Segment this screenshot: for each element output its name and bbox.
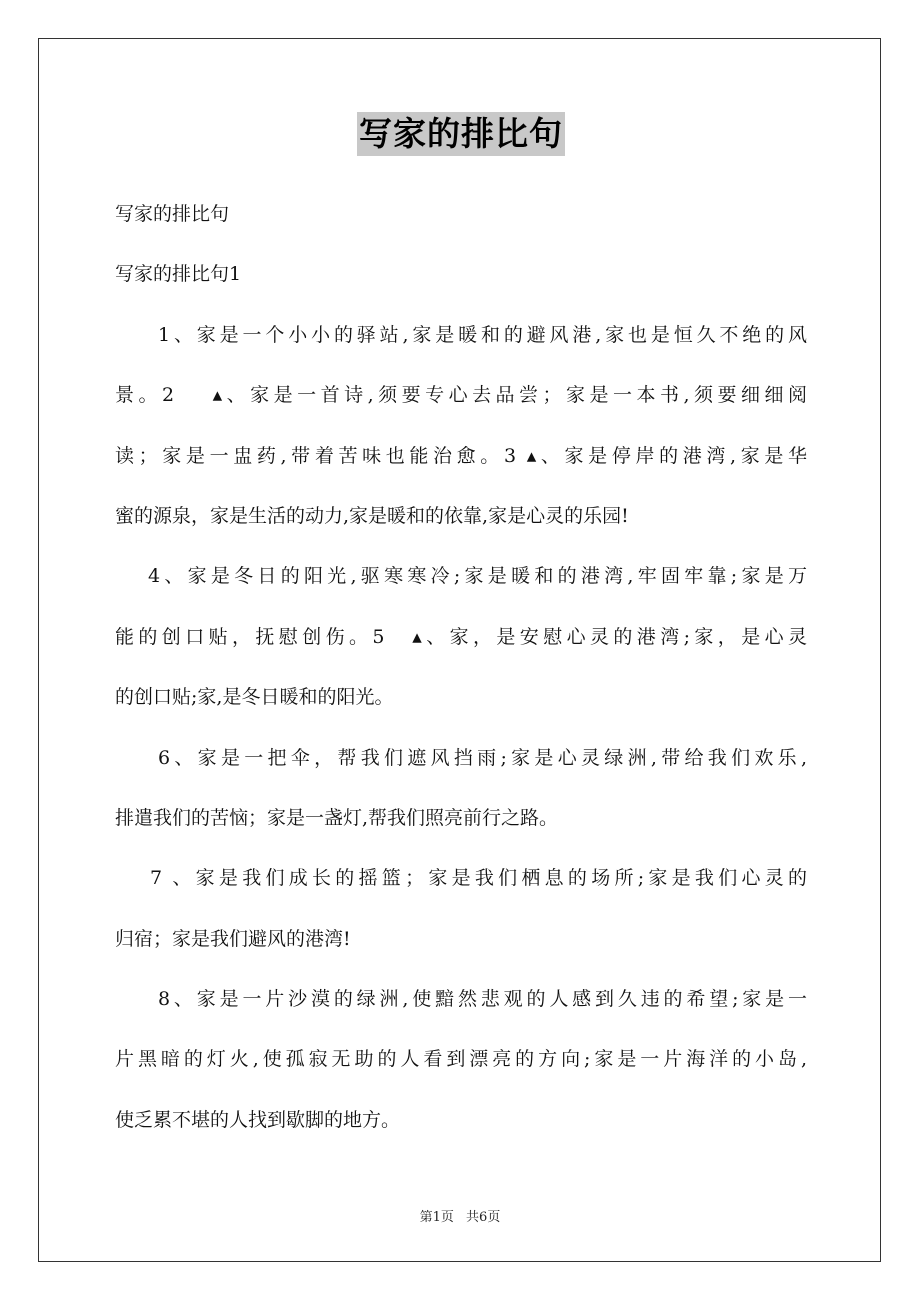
paragraph-line: 8、家是一片沙漠的绿洲,使黯然悲观的人感到久违的希望;家是一 bbox=[158, 988, 807, 1011]
paragraph-line: 排遣我们的苦恼；家是一盏灯,帮我们照亮前行之路。 bbox=[115, 806, 559, 829]
paragraph-line: 景。2 ▴、家是一首诗,须要专心去品尝；家是一本书,须要细细阅 bbox=[115, 384, 807, 407]
page-number: 第1页 共6页 bbox=[419, 1210, 501, 1225]
document-body bbox=[115, 184, 807, 1150]
paragraph-line: 使乏累不堪的人找到歇脚的地方。 bbox=[115, 1108, 401, 1131]
paragraph-line: 读；家是一盅药,带着苦味也能治愈。3 ▴、家是停岸的港湾,家是华 bbox=[115, 444, 807, 467]
paragraph-line: 归宿；家是我们避风的港湾! bbox=[115, 927, 351, 950]
paragraph-line: 的创口贴;家,是冬日暖和的阳光。 bbox=[115, 686, 394, 709]
subtitle: 写家的排比句 bbox=[115, 203, 230, 225]
paragraph-line: 6、家是一把伞，帮我们遮风挡雨;家是心灵绿洲,带给我们欢乐, bbox=[158, 746, 807, 769]
paragraph-line: 能的创口贴，抚慰创伤。5 ▴、家，是安慰心灵的港湾;家，是心灵 bbox=[115, 625, 807, 648]
document-title: 写家的排比句 bbox=[357, 112, 565, 156]
paragraph-line: 4、家是冬日的阳光,驱寒寒冷;家是暖和的港湾,牢固牢靠;家是万 bbox=[148, 565, 807, 588]
paragraph-line: 蜜的源泉，家是生活的动力,家是暖和的依靠,家是心灵的乐园! bbox=[115, 504, 629, 527]
paragraph-line: 片黑暗的灯火,使孤寂无助的人看到漂亮的方向;家是一片海洋的小岛, bbox=[115, 1048, 807, 1071]
section-heading: 写家的排比句1 bbox=[115, 263, 242, 286]
paragraph-line: 1、家是一个小小的驿站,家是暖和的避风港,家也是恒久不绝的风 bbox=[158, 323, 807, 346]
paragraph-line: 7 、家是我们成长的摇篮；家是我们栖息的场所;家是我们心灵的 bbox=[150, 867, 807, 890]
